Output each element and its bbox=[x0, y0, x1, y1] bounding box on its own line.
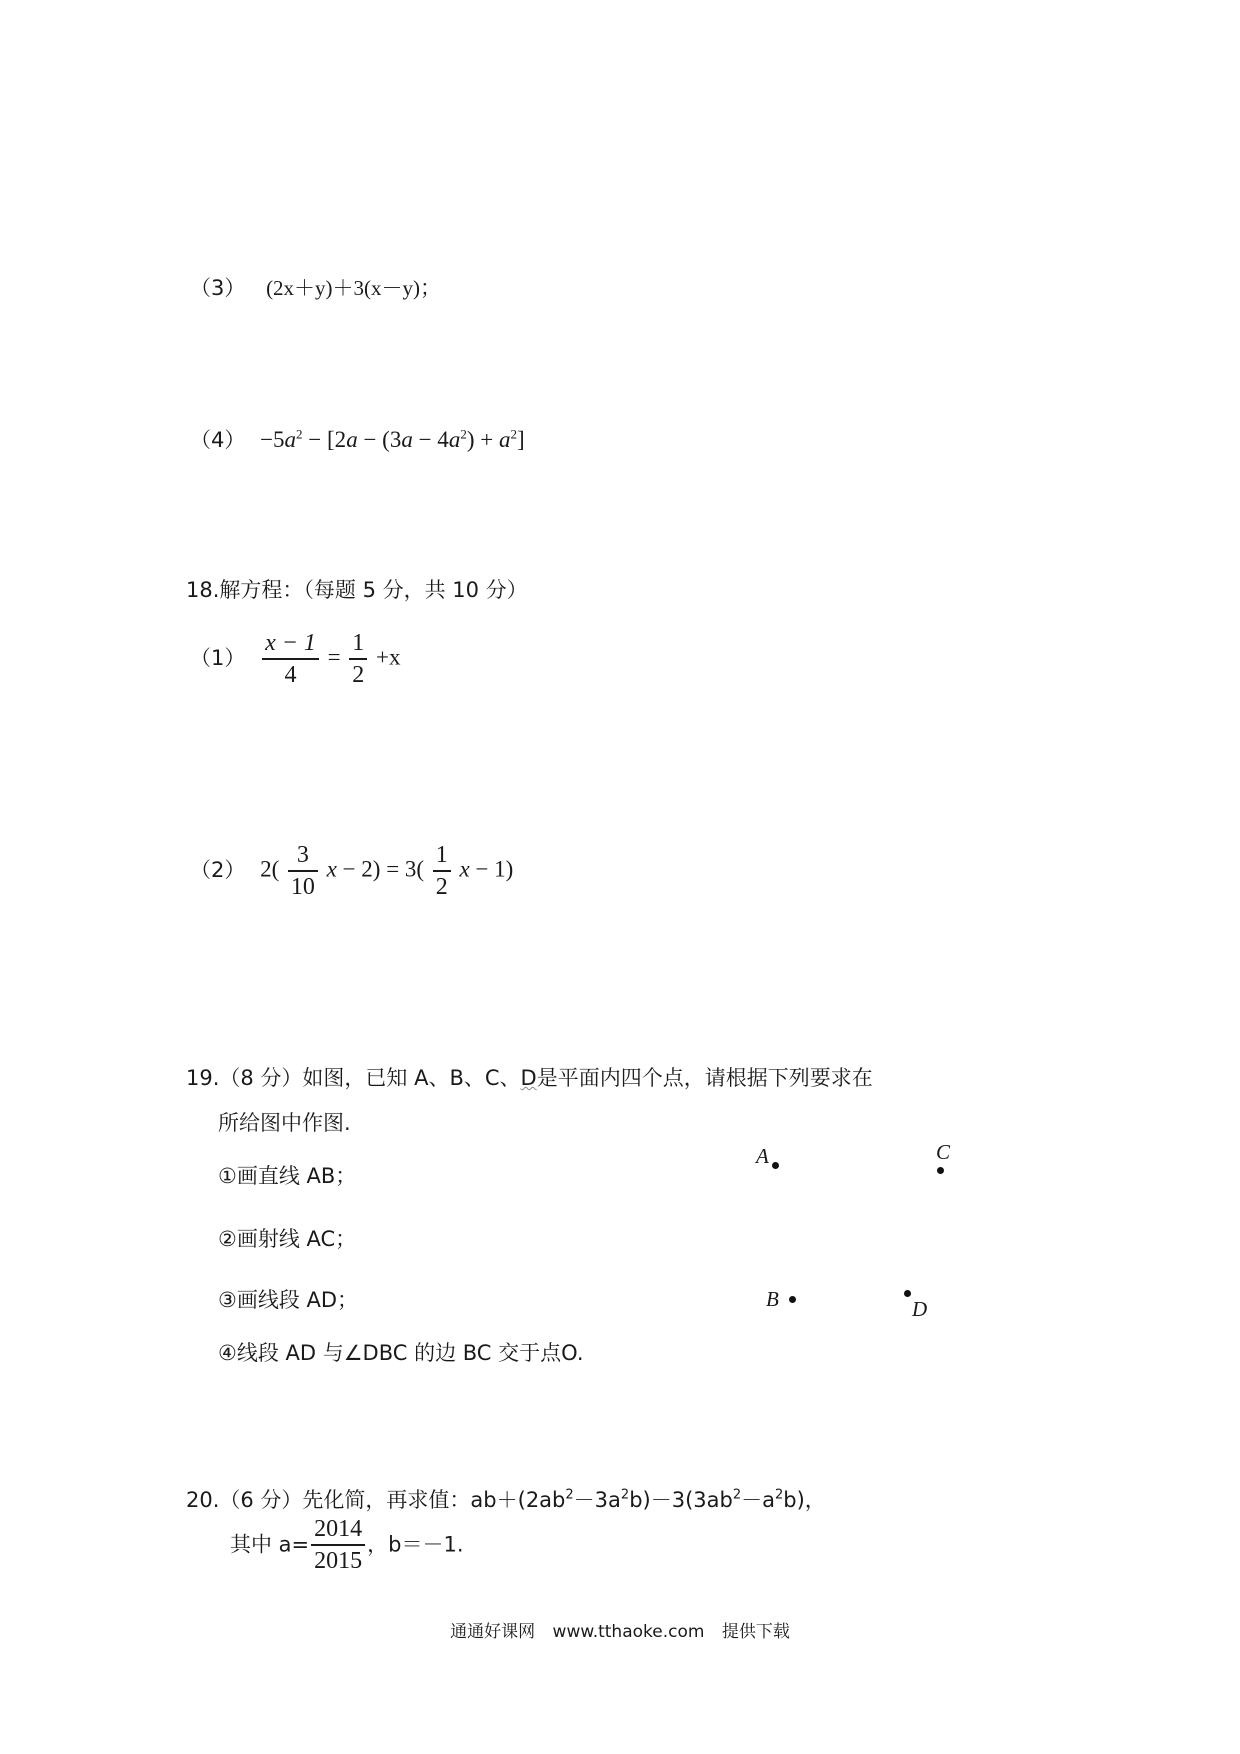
q17-part4-expression bbox=[260, 427, 525, 452]
point-d bbox=[904, 1290, 911, 1297]
expr-var: a bbox=[284, 427, 297, 452]
q17-part4-label: （4） bbox=[190, 428, 246, 452]
q20-exp: 2 bbox=[565, 1487, 574, 1503]
expr-term: 2( bbox=[260, 856, 280, 882]
point-a bbox=[772, 1162, 779, 1169]
fraction-numerator: x − 1 bbox=[265, 630, 316, 656]
fraction bbox=[433, 842, 451, 900]
fraction-bar bbox=[349, 658, 367, 660]
q17-part3-label: （3） bbox=[190, 276, 246, 300]
fraction-numerator: 2014 bbox=[314, 1516, 363, 1542]
q20-exp: 2 bbox=[732, 1487, 742, 1503]
fraction-bar bbox=[433, 870, 451, 872]
expr-term: − 4 bbox=[412, 427, 449, 452]
page-footer bbox=[0, 1617, 1240, 1642]
point-c-label: C bbox=[936, 1140, 951, 1164]
expr-var: x bbox=[459, 856, 470, 882]
expr-term: − 1) bbox=[469, 856, 514, 882]
expr-var: a bbox=[448, 427, 461, 452]
fraction-bar bbox=[288, 870, 318, 872]
fraction-numerator: 3 bbox=[296, 842, 309, 868]
q20-line1 bbox=[186, 1487, 826, 1512]
expr-var: a bbox=[346, 427, 358, 452]
q20-exp: 2 bbox=[620, 1487, 630, 1503]
expr-term: ) + bbox=[466, 427, 499, 452]
expr-term: − [2 bbox=[302, 427, 347, 452]
expr-term bbox=[459, 857, 513, 882]
q19-item-2: ②画射线 AC； bbox=[218, 1227, 357, 1251]
q19-item-3: ③画线段 AD； bbox=[218, 1288, 359, 1312]
q17-part3 bbox=[190, 278, 441, 299]
q19-title bbox=[186, 1068, 873, 1089]
fraction bbox=[349, 630, 367, 688]
expr-term bbox=[327, 857, 424, 882]
q19-title-point-d: D bbox=[520, 1066, 537, 1090]
equals-sign: = bbox=[327, 644, 341, 670]
q20-line2 bbox=[230, 1516, 464, 1574]
q17-part4 bbox=[190, 428, 525, 451]
q18-title: 18.解方程：（每题 5 分，共 10 分） bbox=[186, 578, 528, 602]
fraction-denominator: 10 bbox=[290, 873, 315, 900]
fraction-bar bbox=[311, 1544, 365, 1546]
footer-suffix: 提供下载 bbox=[721, 1622, 790, 1642]
fraction-bar bbox=[262, 658, 319, 660]
point-a-label: A bbox=[756, 1144, 769, 1168]
expr-term: − (3 bbox=[357, 427, 402, 452]
q18-part2 bbox=[190, 842, 513, 900]
fraction bbox=[262, 630, 319, 688]
expr-exp: 2 bbox=[460, 426, 467, 442]
q19-title-line2: 所给图中作图. bbox=[218, 1111, 351, 1135]
q20-text: b)， bbox=[783, 1488, 826, 1512]
footer-site-name: 通通好课网 bbox=[450, 1622, 536, 1642]
q18-part1-label: （1） bbox=[190, 645, 246, 670]
fraction-numerator: 1 bbox=[435, 842, 448, 868]
q20-text: b)－3(3ab bbox=[629, 1488, 733, 1512]
expr-var: a bbox=[401, 427, 413, 452]
q20-exp: 2 bbox=[774, 1487, 784, 1503]
expr-term: − 2) = 3( bbox=[336, 856, 425, 882]
expr-var: a bbox=[498, 427, 511, 452]
expr-term: −5 bbox=[260, 427, 285, 452]
q18-part2-label: （2） bbox=[190, 857, 246, 882]
q20-text: 其中 a= bbox=[230, 1532, 310, 1557]
q20-text: －a bbox=[741, 1488, 775, 1512]
point-b bbox=[789, 1296, 796, 1303]
q20-text: －3a bbox=[573, 1488, 621, 1512]
point-d-label: D bbox=[912, 1297, 928, 1321]
expr-exp: 2 bbox=[510, 426, 517, 442]
point-c bbox=[937, 1167, 944, 1174]
fraction-denominator: 2 bbox=[352, 661, 365, 688]
q20-text: ，b＝－1. bbox=[367, 1532, 464, 1557]
fraction bbox=[288, 842, 318, 900]
expr-tail: +x bbox=[375, 644, 401, 670]
expr-term: ] bbox=[516, 427, 525, 452]
q19-title-text: 是平面内四个点，请根据下列要求在 bbox=[536, 1066, 873, 1090]
q19-item-1: ①画直线 AB； bbox=[218, 1164, 357, 1188]
fraction-numerator: 1 bbox=[352, 630, 365, 656]
q17-part3-expression: (2x＋y)＋3(x－y)； bbox=[266, 276, 442, 300]
fraction-denominator: 2 bbox=[435, 873, 448, 900]
expr-exp: 2 bbox=[296, 426, 303, 442]
footer-url: www.tthaoke.com bbox=[552, 1622, 705, 1642]
q20-text: 20.（6 分）先化简，再求值：ab＋(2ab bbox=[186, 1488, 566, 1512]
expr-var: x bbox=[326, 856, 337, 882]
q19-item-4: ④线段 AD 与∠DBC 的边 BC 交于点O. bbox=[218, 1341, 584, 1365]
q18-part1 bbox=[190, 630, 400, 688]
fraction-denominator: 2015 bbox=[314, 1547, 363, 1574]
point-b-label: B bbox=[766, 1287, 779, 1311]
fraction bbox=[311, 1516, 365, 1574]
q19-title-text: 19.（8 分）如图，已知 A、B、C、 bbox=[186, 1066, 521, 1090]
fraction-denominator: 4 bbox=[284, 661, 297, 688]
